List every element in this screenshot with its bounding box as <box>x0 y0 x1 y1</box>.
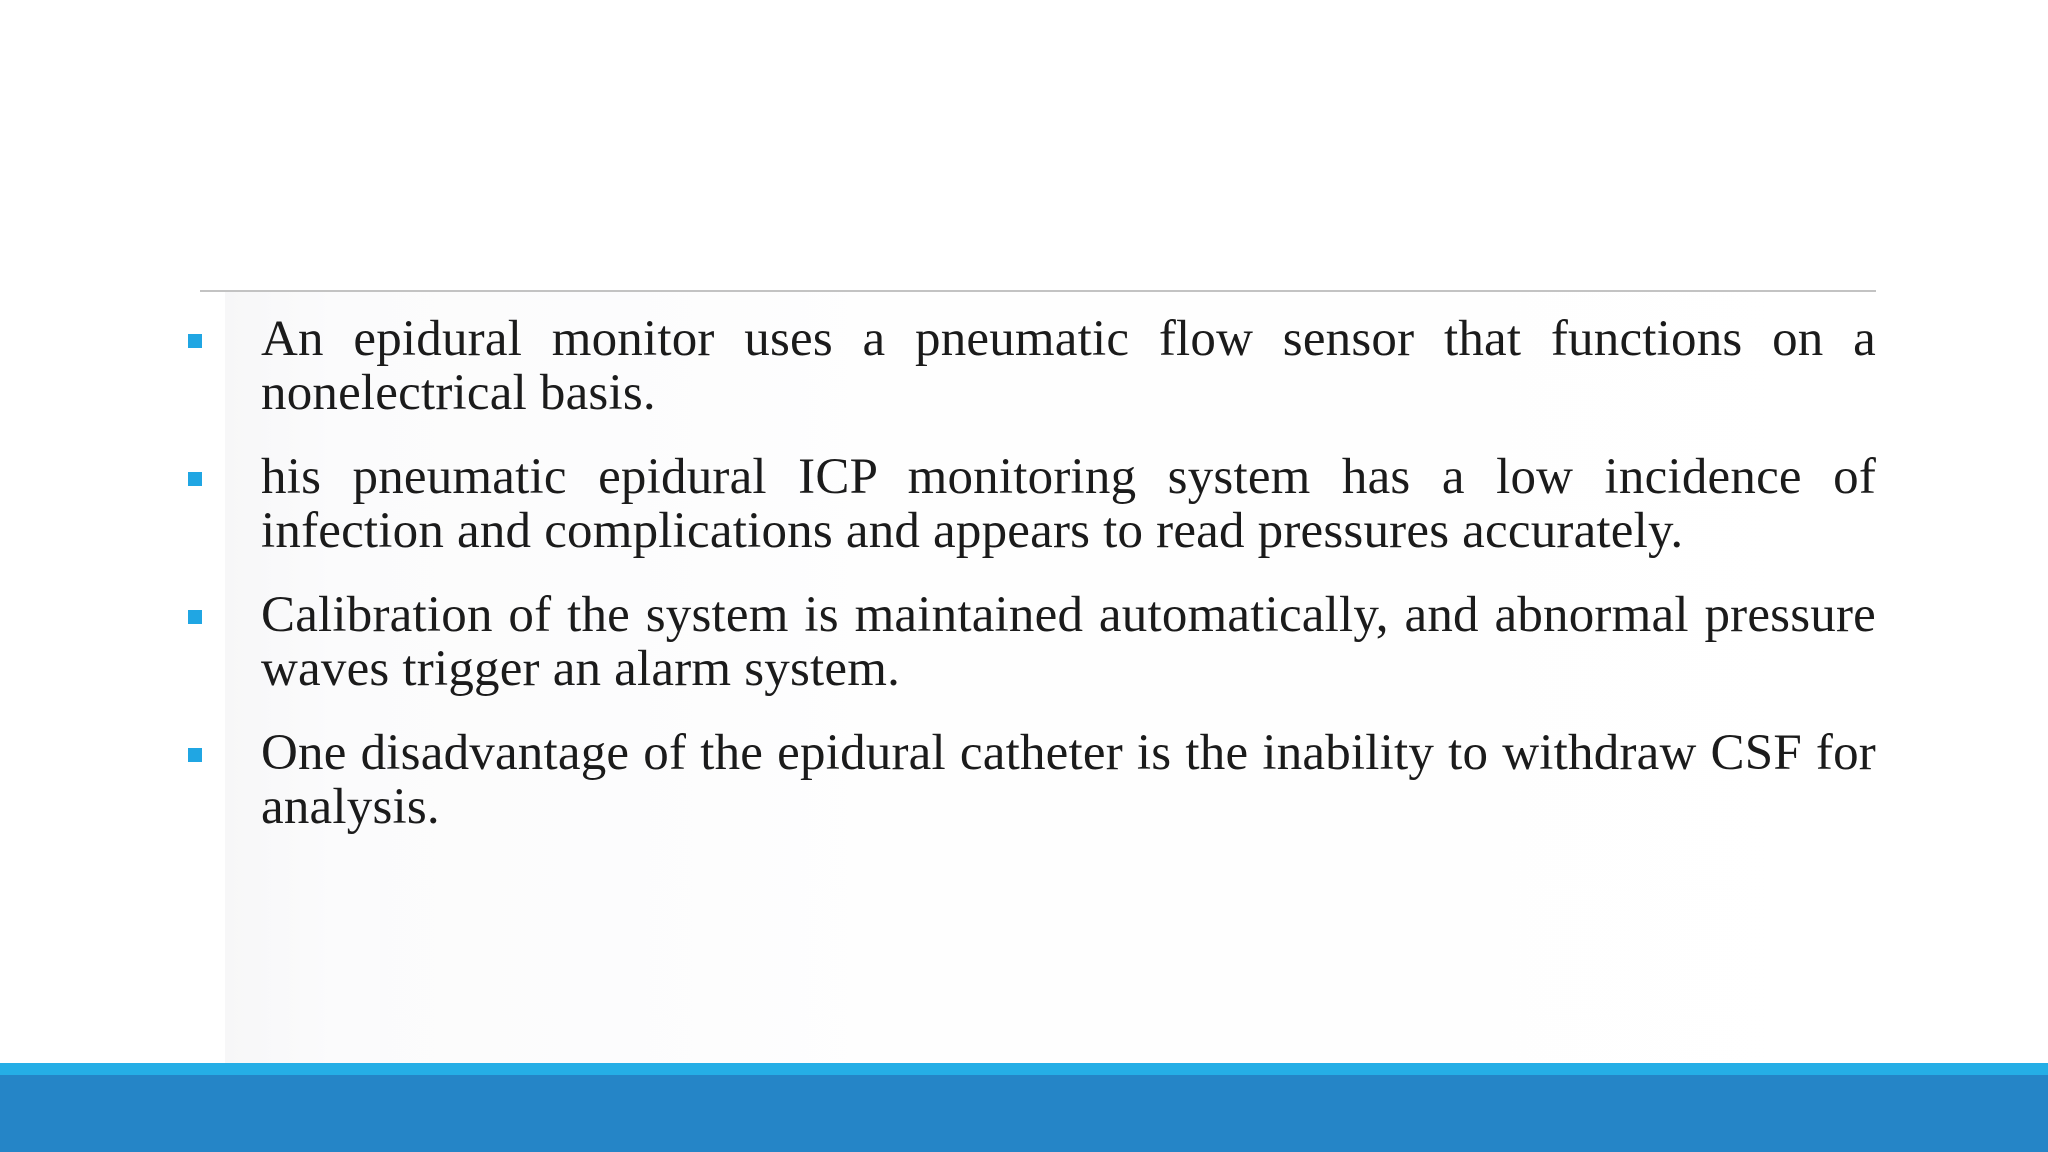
bullet-item <box>186 450 1876 558</box>
bullet-item <box>186 588 1876 696</box>
bullet-text: An epidural monitor uses a pneumatic flow sensor that functions on a nonelectrical basis. <box>261 311 1876 421</box>
bullet-item <box>186 726 1876 834</box>
footer-band <box>0 1075 2048 1152</box>
bullet-text: Calibration of the system is maintained automatically, and abnormal pressure waves trigger an alarm system. <box>261 587 1876 697</box>
square-bullet-icon <box>188 334 202 348</box>
title-divider <box>200 290 1876 292</box>
bullet-text: One disadvantage of the epidural catheter is the inability to withdraw CSF for analysis. <box>261 725 1876 835</box>
bullet-item <box>186 312 1876 420</box>
square-bullet-icon <box>188 610 202 624</box>
bullet-text: his pneumatic epidural ICP monitoring system has a low incidence of infection and complications and appears to read pressures accurately. <box>261 449 1876 559</box>
square-bullet-icon <box>188 472 202 486</box>
bullet-list <box>186 312 1876 864</box>
footer-accent-stripe <box>0 1063 2048 1075</box>
square-bullet-icon <box>188 748 202 762</box>
